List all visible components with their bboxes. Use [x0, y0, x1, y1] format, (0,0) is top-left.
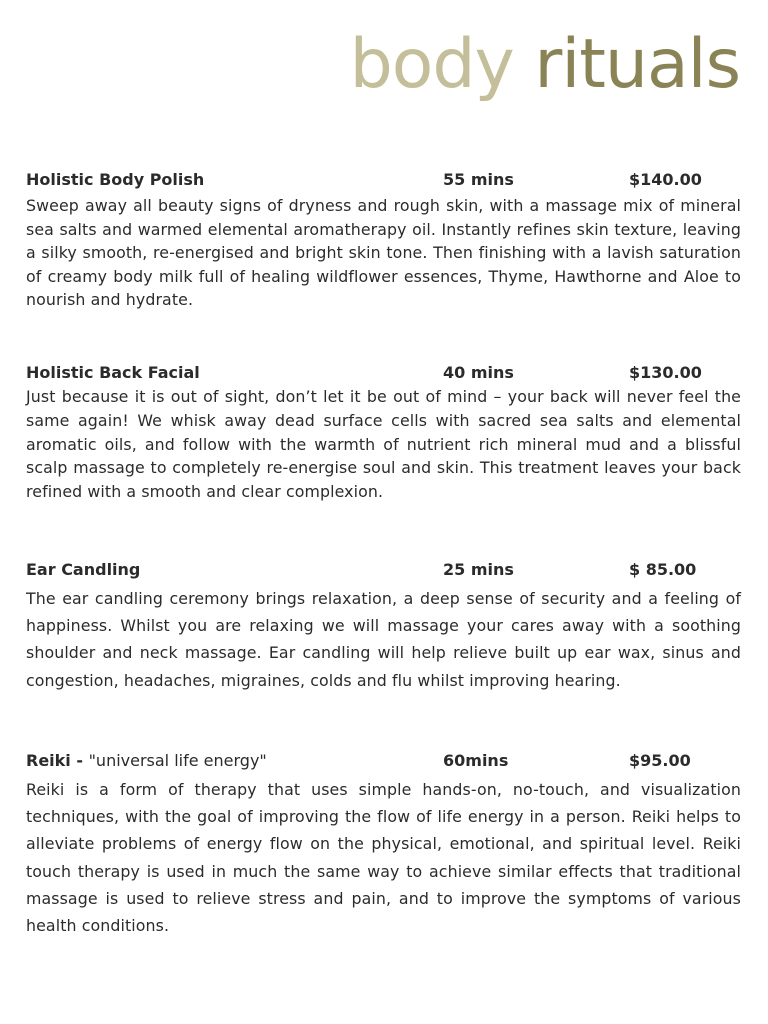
treatment-name-text: Reiki - — [26, 751, 89, 770]
treatment-name: Ear Candling — [26, 560, 141, 579]
page-title — [350, 24, 740, 106]
treatment-duration: 40 mins — [443, 363, 514, 382]
treatment-header — [26, 558, 741, 582]
treatment-reiki — [26, 749, 741, 939]
treatment-description: The ear candling ceremony brings relaxation, a deep sense of security and a feeling of happiness. Whilst you are relaxing we will massage your cares away with a soothing shoulder and neck massage. Ear candling will help relieve built up ear wax, sinus and congestion, headaches, migraines, colds and flu whilst improving hearing. — [26, 589, 741, 690]
treatment-duration: 60mins — [443, 751, 509, 770]
treatment-ear-candling — [26, 558, 741, 694]
treatment-duration: 25 mins — [443, 560, 514, 579]
treatment-price: $ 85.00 — [629, 560, 697, 579]
treatment-header — [26, 168, 741, 192]
treatment-holistic-back-facial — [26, 361, 741, 504]
treatment-header — [26, 749, 741, 773]
treatment-holistic-body-polish — [26, 168, 741, 312]
treatment-header — [26, 361, 741, 385]
treatment-description: Sweep away all beauty signs of dryness and rough skin, with a massage mix of mineral sea salts and warmed elemental aromatherapy oil. Instantly refines skin texture, leaving a silky smooth, re-energised and bright skin tone. Then finishing with a lavish saturation of creamy body milk full of healing wildflower essences, Thyme, Hawthorne and Aloe to nourish and hydrate. — [26, 196, 741, 310]
treatment-price: $95.00 — [629, 751, 691, 770]
page-title-word-body: body — [349, 25, 514, 104]
treatment-duration: 55 mins — [443, 170, 514, 189]
treatment-price: $140.00 — [629, 170, 702, 189]
treatment-description: Reiki is a form of therapy that uses simple hands-on, no-touch, and visualization techniques, with the goal of improving the flow of life energy in a person. Reiki helps to alleviate problems of energy flow on the physical, emotional, and spiritual level. Reiki touch therapy is used in much the same way to achieve similar effects that traditional massage is used to relieve stress and pain, and to improve the symptoms of various health conditions. — [26, 780, 741, 936]
treatment-description: Just because it is out of sight, don’t let it be out of mind – your back will never feel the same again! We whisk away dead surface cells with sacred sea salts and elemental aromatic oils, and follow with the warmth of nutrient rich mineral mud and a blissful scalp massage to completely re-energise soul and skin. This treatment leaves your back refined with a smooth and clear complexion. — [26, 387, 741, 502]
treatment-price: $130.00 — [629, 363, 702, 382]
treatment-name: Holistic Body Polish — [26, 170, 205, 189]
page-title-word-rituals: rituals — [534, 25, 740, 104]
treatment-name: Holistic Back Facial — [26, 363, 200, 382]
treatment-tagline: "universal life energy" — [88, 751, 267, 770]
treatment-name — [26, 749, 267, 773]
